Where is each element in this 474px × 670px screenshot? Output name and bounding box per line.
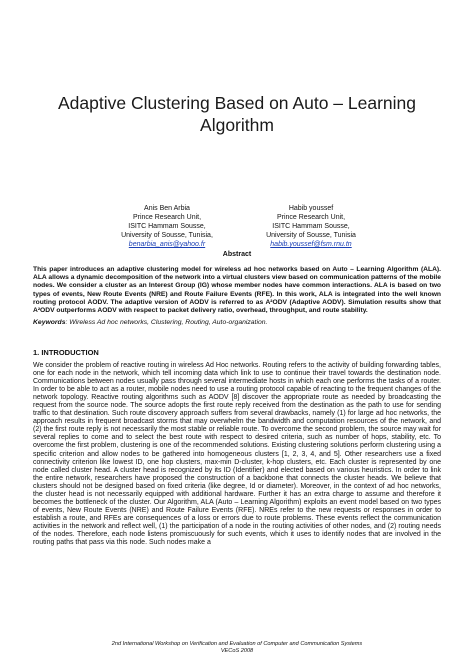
author-block-2 (236, 204, 386, 249)
author-name: Anis Ben Arbia (144, 205, 190, 212)
abstract-heading: Abstract (222, 251, 252, 258)
author-affiliation-line: University of Sousse, Tunisia (266, 232, 356, 239)
section-heading-introduction: 1. INTRODUCTION (33, 348, 99, 357)
footer-venue: VECoS 2008 (220, 648, 254, 654)
keywords-text: : Wireless Ad hoc networks, Clustering, Routing, Auto-organization. (65, 319, 268, 326)
author-affiliation-line: ISITC Hammam Sousse, (272, 223, 350, 230)
keywords-line (33, 319, 441, 327)
author-affiliation-line: University of Sousse, Tunisia, (121, 232, 213, 239)
page-footer (0, 641, 474, 655)
author-block-1 (92, 204, 242, 249)
author-affiliation-line: Prince Research Unit, (132, 214, 202, 221)
abstract-text: This paper introduces an adaptive clustering model for wireless ad hoc networks based on Auto – Learning Algorithm (ALA). ALA allows a dynamic decomposition of the network into a virtual clusters view based on communication patterns of the mobile nodes. We consider a cluster as an Interest Group (IG) whose member nodes have common interactions. ALA is based on two types of events, New Route Events (NRE) and Route Failure Events (RFE). In this work, ALA is integrated into the well known routing protocol AODV. The adaptive version of AODV is referred to as A²ODV (Adaptive AODV). Simulation results show that A²ODV outperforms AODV with respect to packet delivery ratio, overhead, throughput, and route stability. (33, 266, 441, 315)
keywords-label: Keywords (33, 319, 66, 326)
author-email-link[interactable]: habib.youssef@fsm.rnu.tn (270, 241, 352, 248)
author-affiliation-line: ISITC Hammam Sousse, (128, 223, 206, 230)
introduction-text: We consider the problem of reactive routing in wireless Ad Hoc networks. Routing refers to the activity of building forwarding tables, one for each node in the network, which tell incoming data which link to use to continue their travel towards the destination node. Communications between nodes usually pass through several intermediate hosts in which each one performs the tasks of a router. In order to be able to act as a router, mobile nodes need to use a routing protocol capable of reacting to the frequent changes of the network topology. Reactive routing algorithms such as AODV [8] discover the appropriate route as needed by broadcasting the request from the source node. The source adopts the first route reply received from the destination as the path to use for sending traffic to that destination. Such route discovery approach suffers from several drawbacks, namely (1) for large ad hoc networks, the approach results in frequent broadcast storms that may overwhelm the bandwidth and computation resources of the network, and (2) the first route reply is not necessarily the most stable or reliable route. To overcome the second problem, the source may wait for several replies to come and to select the best route with respect to desired criteria, such as number of hops, stability, etc. To overcome the first problem, clustering is one of the recommended solutions. Existing clustering solutions perform clustering using a specific criterion and allow nodes to be gathered into homogeneous clusters [1, 2, 3, 4, and 5]. Other researchers use a fixed connectivity criterion like lowest ID, one hop clusters, max-min D-cluster, k-hop clusters, etc. Each cluster is represented by one node called cluster head. A cluster head is recognized by its ID (Identifier) and elected based on various heuristics. In order to link the entire network, researchers have proposed the construction of a backbone that connects the cluster heads. We believe that clusters should not be designed based on fixed criteria (like degree, Id or diameter). Moreover, in the context of ad hoc networks, the cluster head is not necessarily equipped with additional hardware. Further it has an extra charge to assume and therefore it becomes the bottleneck of the cluster. Our Algorithm, ALA (Auto – Learning Algorithm) exploits an event model based on two types of events, New Route Events (NRE) and Route Failure Events (RFE). NREs refer to the new requests or responses in order to establish a route, and RFEs are consequences of a loss or errors due to route problems. These events reflect the communication activities in the network and reflect well, (1) the participation of a node in the routing activities of other nodes, and (2) routing needs of the nodes. Therefore, each node listens promiscuously for such events, which it uses to identify nodes that are involved in the routing paths that pass via this node. Such nodes make a (33, 362, 441, 547)
author-email-link[interactable]: benarbia_anis@yahoo.fr (128, 241, 206, 248)
footer-workshop: 2nd International Workshop on Verification and Evaluation of Computer and Communication Systems (111, 641, 363, 647)
author-affiliation-line: Prince Research Unit, (276, 214, 346, 221)
author-name: Habib youssef (288, 205, 334, 212)
paper-title: Adaptive Clustering Based on Auto – Learning Algorithm (57, 93, 417, 135)
